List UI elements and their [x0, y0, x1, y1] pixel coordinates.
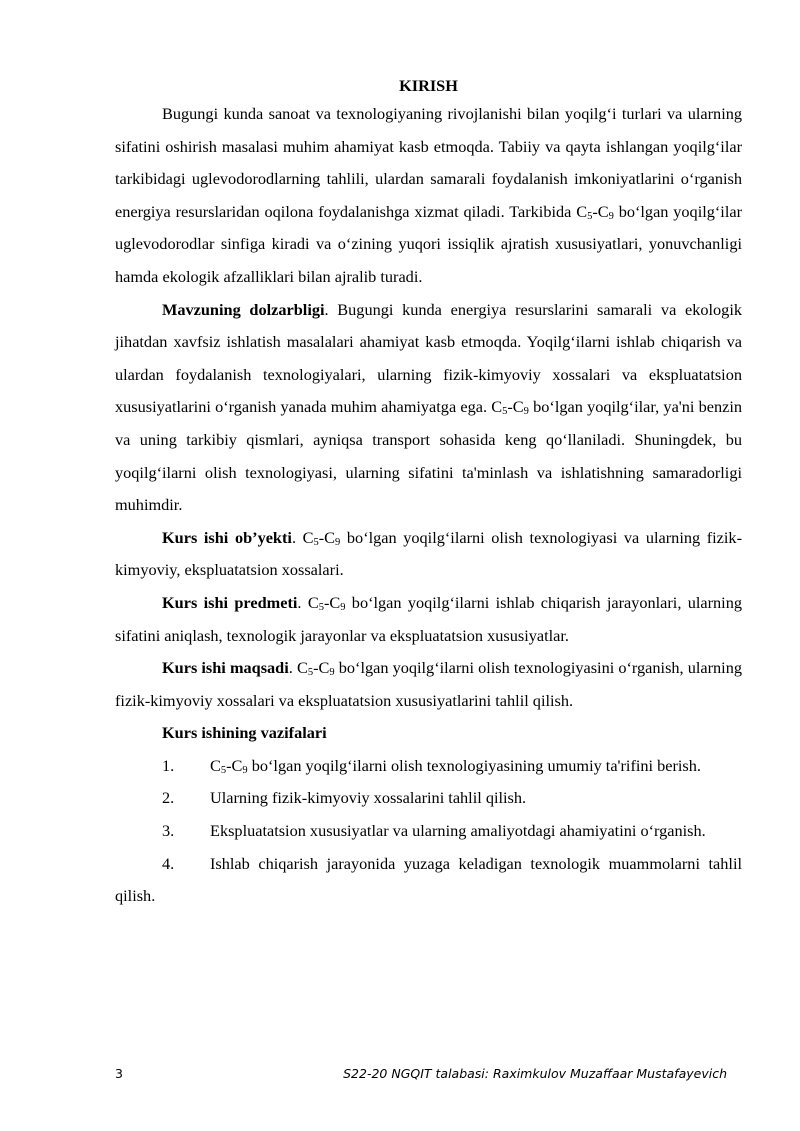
subject-heading: Kurs ishi predmeti — [162, 592, 298, 612]
list-item: 1. $C_5-C_9$ bo‘lgan yoqilg‘ilarni olish texnologiyasining umumiy ta'rifini berish. — [115, 750, 742, 783]
list-item: 3. Ekspluatatsion xususiyatlar va ularning amaliyotdagi ahamiyatini o‘rganish. — [115, 815, 742, 848]
list-number: 1. — [162, 755, 175, 775]
page-title: KIRISH — [399, 76, 458, 95]
footer-author: S22-20 NGQIT talabasi: Raximkulov Muzaffaar Mustafayevich — [343, 1066, 727, 1081]
list-item: 4. Ishlab chiqarish jarayonida yuzaga keladigan texnologik muammolarni tahlil qilish. — [115, 848, 742, 913]
list-item: 2. Ularning fizik-kimyoviy xossalarini tahlil qilish. — [115, 782, 742, 815]
relevance-paragraph: Mavzuning dolzarbligi. Bugungi kunda energiya resurslarini samarali va ekologik jihatdan xavfsiz ishlatish masalalari ahamiyat kasb etmoqda. Yoqilg‘ilarni ishlab chiqarish va ulardan foydalanish texnologiyalari, ularning fizik-kimyoviy xossalari va ekspluatatsion xususiyatlarini o‘rganish yanada muhim ahamiyatga ega. $C_5-C_9$ bo‘lgan yoqilg‘ilar, ya'ni benzin va uning tarkibiy qismlari, ayniqsa transport sohasida keng qo‘llaniladi. Shuningdek, bu yoqilg‘ilarni olish texnologiyasi, ularning sifatini ta'minlash va ishlatishning samaradorligi muhimdir. — [115, 299, 742, 515]
intro-paragraph: Bugungi kunda sanoat va texnologiyaning rivojlanishi bilan yoqilg‘i turlari va ularning sifatini oshirish masalasi muhim ahamiyat kasb etmoqda. Tabiiy va qayta ishlangan yoqilg‘ilar tarkibidagi uglevodorodlarning tahlili, ulardan samarali foydalanish imkoniyatlarini o‘rganish energiya resurslaridan oqilona foydalanishga xizmat qiladi. Tarkibida $C_5-C_9$ bo‘lgan yoqilg‘ilar uglevodorodlar sinfiga kiradi va o‘zining yuqori issiqlik ajratish xususiyatlari, yonuvchanligi hamda ekologik afzalliklari bilan ajralib turadi. — [115, 104, 742, 286]
list-number: 3. — [162, 821, 175, 841]
page-number: 3 — [115, 1066, 123, 1081]
object-paragraph: Kurs ishi ob’yekti. $C_5-C_9$ bo‘lgan yoqilg‘ilarni olish texnologiyasi va ularning fizik-kimyoviy, ekspluatatsion xossalari. — [115, 527, 742, 580]
intro-text: Bugungi kunda sanoat va texnologiyaning rivojlanishi bilan yoqilg‘i turlari va ularning sifatini oshirish masalasi muhim ahamiyat kasb etmoqda. Tabiiy va qayta ishlangan yoqilg‘ilar tarkibidagi uglevodorodlarning tahlili, ulardan samarali foydalanish imkoniyatlarini o‘rganish energiya resurslaridan oqilona foydalanishga xizmat qiladi. Tarkibida — [115, 104, 742, 221]
goal-heading: Kurs ishi maqsadi — [162, 658, 289, 678]
intro-rest-text: bo‘lgan yoqilg‘ilar uglevodorodlar sinfiga kiradi va o‘zining yuqori issiqlik ajratish xususiyatlari, yonuvchanligi hamda ekologik afzalliklari bilan ajralib turadi. — [115, 201, 742, 286]
list-number: 2. — [162, 788, 175, 808]
list-number: 4. — [162, 853, 175, 873]
relevance-heading: Mavzuning dolzarbligi — [162, 299, 325, 319]
page-body — [115, 74, 742, 913]
goal-paragraph: Kurs ishi maqsadi. $C_5-C_9$ bo‘lgan yoqilg‘ilarni olish texnologiyasini o‘rganish, ularning fizik-kimyoviy xossalari va ekspluatatsion xususiyatlarini tahlil qilish. — [115, 658, 742, 710]
object-heading: Kurs ishi ob’yekti — [162, 527, 292, 547]
tasks-heading: Kurs ishining vazifalari — [162, 723, 327, 743]
subject-paragraph: Kurs ishi predmeti. $C_5-C_9$ bo‘lgan yoqilg‘ilarni ishlab chiqarish jarayonlari, ularning sifatini aniqlash, texnologik jarayonlar va ekspluatatsion xususiyatlar. — [115, 592, 742, 645]
